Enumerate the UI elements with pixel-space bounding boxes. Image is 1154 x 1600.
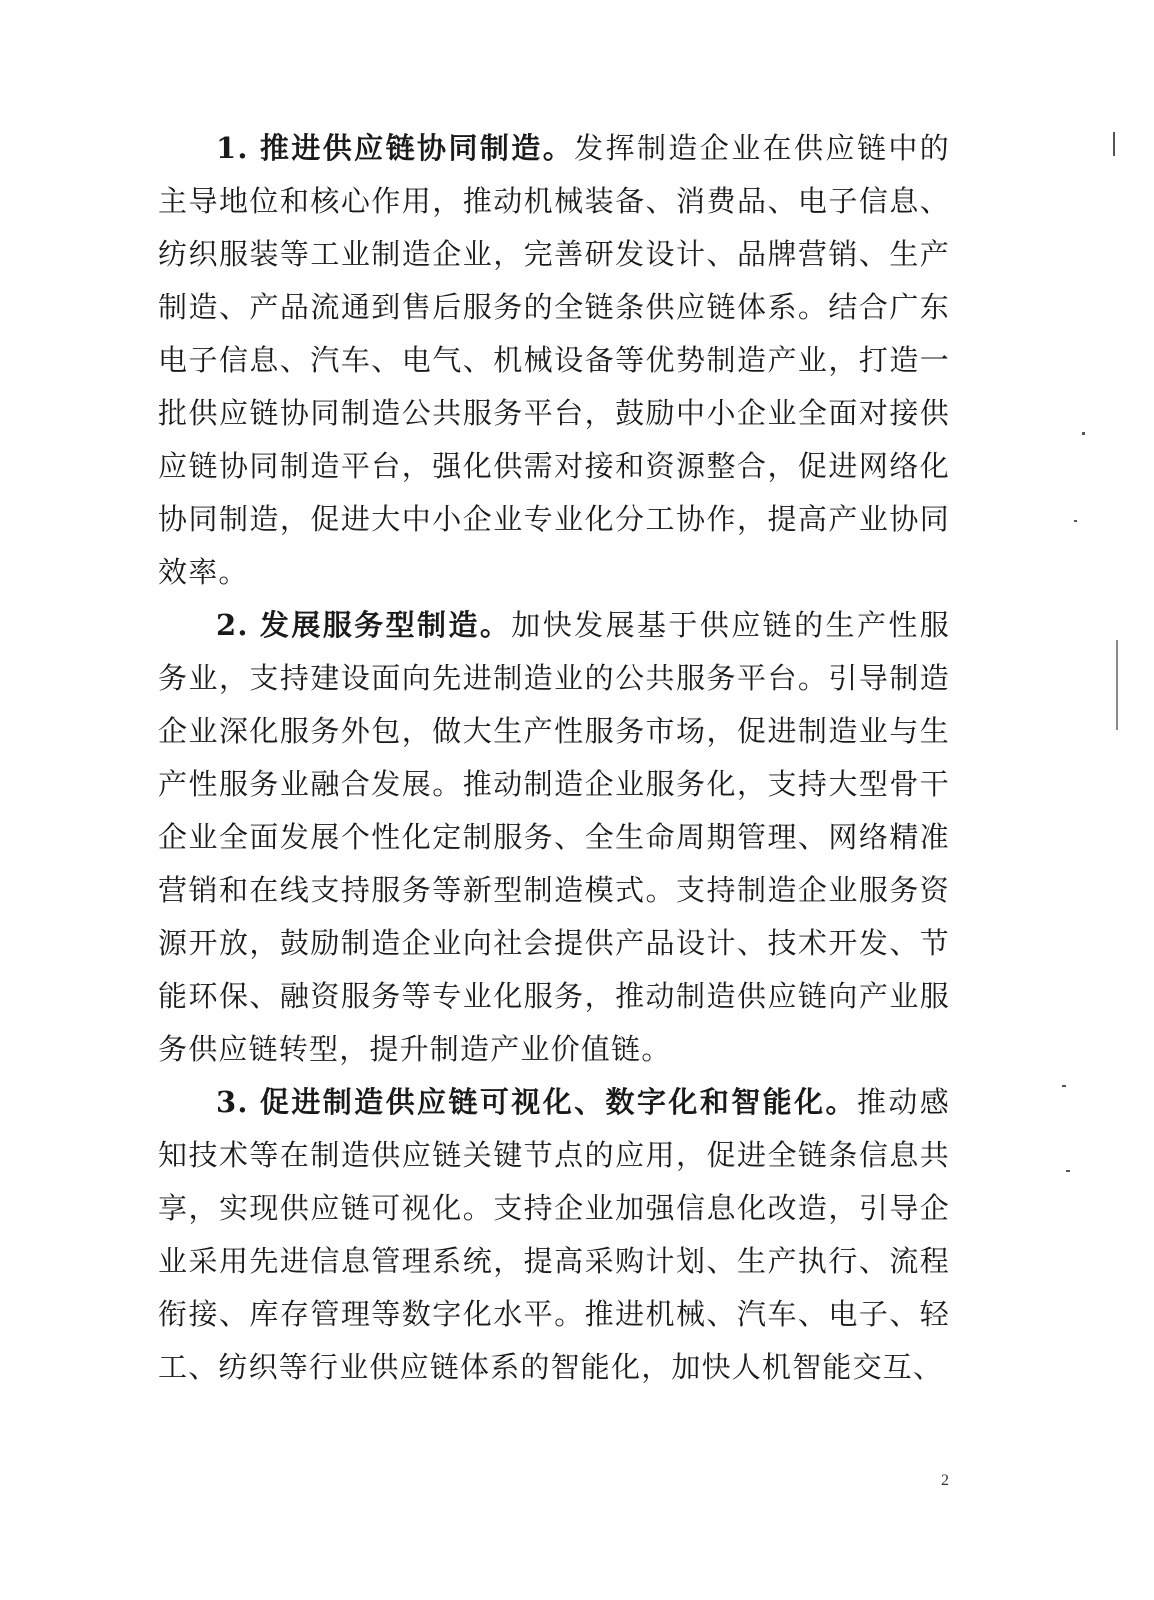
- item-body: 加快发展基于供应链的生产性服务业，支持建设面向先进制造业的公共服务平台。引导制造企业深化服务外包，做大生产性服务市场，促进制造业与生产性服务业融合发展。推动制造企业服务化，支持大型骨干企业全面发展个性化定制服务、全生命周期管理、网络精准营销和在线支持服务等新型制造模式。支持制造企业服务资源开放，鼓励制造企业向社会提供产品设计、技术开发、节能环保、融资服务等专业化服务，推动制造供应链向产业服务供应链转型，提升制造产业价值链。: [158, 608, 950, 1066]
- item-number: 2.: [216, 608, 249, 642]
- item-number: 3.: [216, 1085, 249, 1119]
- item-heading: 发展服务型制造。: [258, 608, 512, 642]
- scan-artifact: [1062, 1085, 1066, 1087]
- document-body: [158, 122, 950, 1394]
- paragraph-item-1: [158, 122, 950, 599]
- scan-artifact: [1066, 1170, 1070, 1172]
- item-number: 1.: [216, 131, 249, 165]
- scan-artifact: [1074, 520, 1077, 522]
- paragraph-item-3: [158, 1076, 950, 1394]
- page-number: 2: [941, 1472, 949, 1489]
- scan-artifact: [1113, 132, 1115, 156]
- scan-artifact: [1082, 432, 1085, 435]
- item-body: 推动感知技术等在制造供应链关键节点的应用，促进全链条信息共享，实现供应链可视化。支持企业加强信息化改造，引导企业采用先进信息管理系统，提高采购计划、生产执行、流程衔接、库存管理等数字化水平。推进机械、汽车、电子、轻工、纺织等行业供应链体系的智能化，加快人机智能交互、: [158, 1085, 950, 1384]
- item-heading: 推进供应链协同制造。: [258, 131, 575, 165]
- item-heading: 促进制造供应链可视化、数字化和智能化。: [258, 1085, 857, 1119]
- item-body: 发挥制造企业在供应链中的主导地位和核心作用，推动机械装备、消费品、电子信息、纺织服装等工业制造企业，完善研发设计、品牌营销、生产制造、产品流通到售后服务的全链条供应链体系。结合广东电子信息、汽车、电气、机械设备等优势制造产业，打造一批供应链协同制造公共服务平台，鼓励中小企业全面对接供应链协同制造平台，强化供需对接和资源整合，促进网络化协同制造，促进大中小企业专业化分工协作，提高产业协同效率。: [158, 131, 950, 589]
- paragraph-item-2: [158, 599, 950, 1076]
- scan-artifact: [1116, 640, 1118, 730]
